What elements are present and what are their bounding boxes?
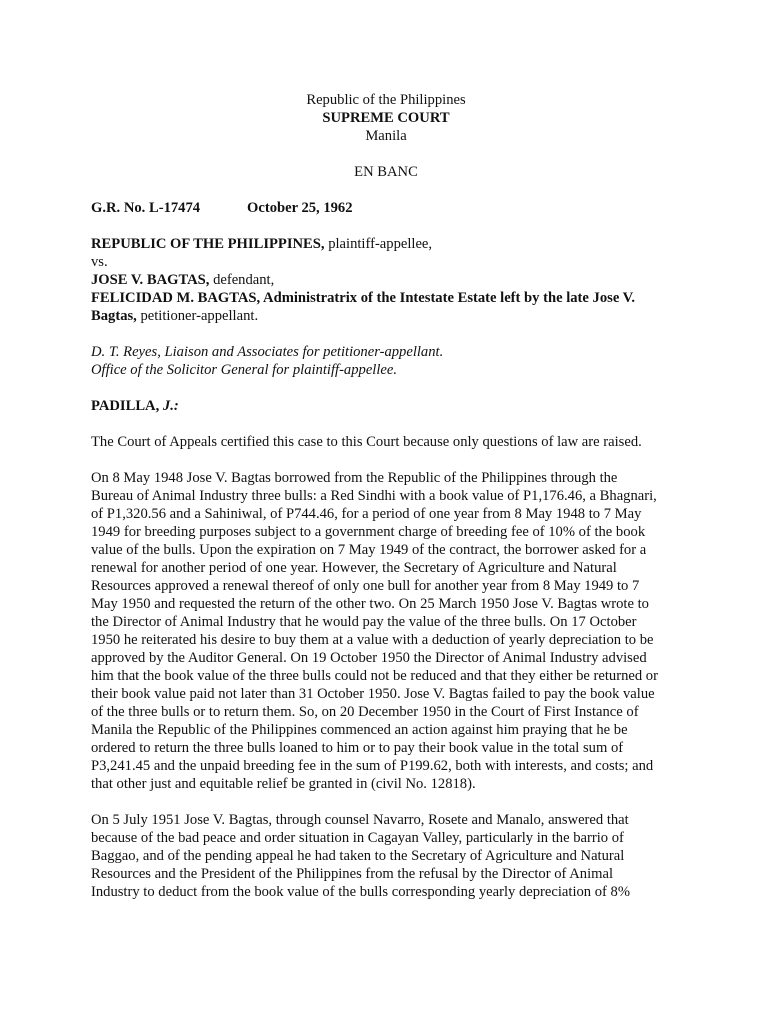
document-page [91,91,681,901]
defendant-name: JOSE V. BAGTAS, [91,272,210,288]
decision-date: October 25, 1962 [247,200,353,216]
paragraph-line: Industry to deduct from the book value of the bulls corresponding yearly depreciation of 8% [91,884,631,900]
paragraph-line: their book value paid not later than 31 October 1950. Jose V. Bagtas failed to pay the book value [91,686,655,702]
paragraph-line: of P1,320.56 and a Sahiniwal, of P744.46, for a period of one year from 8 May 1948 to 7 May [91,506,642,522]
paragraph-line: him that the book value of the three bulls could not be reduced and that they either be returned or [91,668,658,684]
paragraph-line: approved by the Auditor General. On 19 October 1950 the Director of Animal Industry advised [91,650,647,666]
counsel-block [91,343,681,379]
petitioner-name-continued: Bagtas, [91,308,137,324]
paragraph-2 [91,469,681,793]
paragraph-line: Baggao, and of the pending appeal he had taken to the Secretary of Agriculture and Natural [91,848,625,864]
defendant-role: defendant, [209,272,275,288]
paragraph-line: On 5 July 1951 Jose V. Bagtas, through counsel Navarro, Rosete and Manalo, answered that [91,812,629,828]
division-heading: EN BANC [354,164,418,180]
paragraph-line: value of the bulls. Upon the expiration on 7 May 1949 of the contract, the borrower asked for a [91,542,647,558]
court-header [91,91,681,145]
paragraph-line: May 1950 and requested the return of the other two. On 25 March 1950 Jose V. Bagtas wrote to [91,596,649,612]
versus-label: vs. [91,254,108,270]
ponente-name: PADILLA, [91,398,160,414]
petitioner-role: petitioner-appellant. [136,308,259,324]
ponente-title: J.: [159,398,179,414]
plaintiff-role: plaintiff-appellee, [324,236,433,252]
paragraph-line: Resources approved a renewal thereof of only one bull for another year from 8 May 1949 to 7 [91,578,640,594]
paragraph-line: Manila the Republic of the Philippines commenced an action against him praying that he be [91,722,628,738]
paragraph-line: ordered to return the three bulls loaned to him or to pay their book value in the total sum of [91,740,624,756]
paragraph-line: P3,241.45 and the unpaid breeding fee in the sum of P199.62, both with interests, and costs; and [91,758,654,774]
counsel-plaintiff: Office of the Solicitor General for plaintiff-appellee. [91,362,398,378]
republic-heading: Republic of the Philippines [306,92,466,108]
plaintiff-name: REPUBLIC OF THE PHILIPPINES, [91,236,325,252]
paragraph-3 [91,811,681,901]
city-heading: Manila [365,128,407,144]
paragraph-line: renewal for another period of one year. However, the Secretary of Agriculture and Natural [91,560,617,576]
petitioner-name: FELICIDAD M. BAGTAS, Administratrix of the Intestate Estate left by the late Jose V. [91,290,635,306]
paragraph-1: The Court of Appeals certified this case to this Court because only questions of law are raised. [91,434,642,450]
parties-block [91,235,681,325]
paragraph-line: the Director of Animal Industry that he would pay the value of the three bulls. On 17 October [91,614,637,630]
ponente-line [91,397,681,415]
case-number: G.R. No. L-17474 [91,200,201,216]
court-heading: SUPREME COURT [322,110,450,126]
paragraph-line: 1950 he reiterated his desire to buy them at a value with a deduction of yearly depreciation to be [91,632,654,648]
paragraph-line: that other just and equitable relief be granted in (civil No. 12818). [91,776,476,792]
paragraph-line: because of the bad peace and order situation in Cagayan Valley, particularly in the barrio of [91,830,624,846]
paragraph-line: Bureau of Animal Industry three bulls: a Red Sindhi with a book value of P1,176.46, a Bhagnari, [91,488,657,504]
counsel-petitioner: D. T. Reyes, Liaison and Associates for petitioner-appellant. [91,344,444,360]
paragraph-line: of the three bulls or to return them. So, on 20 December 1950 in the Court of First Instance of [91,704,639,720]
paragraph-line: Resources and the President of the Philippines from the refusal by the Director of Animal [91,866,614,882]
paragraph-line: 1949 for breeding purposes subject to a government charge of breeding fee of 10% of the book [91,524,646,540]
case-number-line [91,199,681,217]
paragraph-line: On 8 May 1948 Jose V. Bagtas borrowed from the Republic of the Philippines through the [91,470,618,486]
